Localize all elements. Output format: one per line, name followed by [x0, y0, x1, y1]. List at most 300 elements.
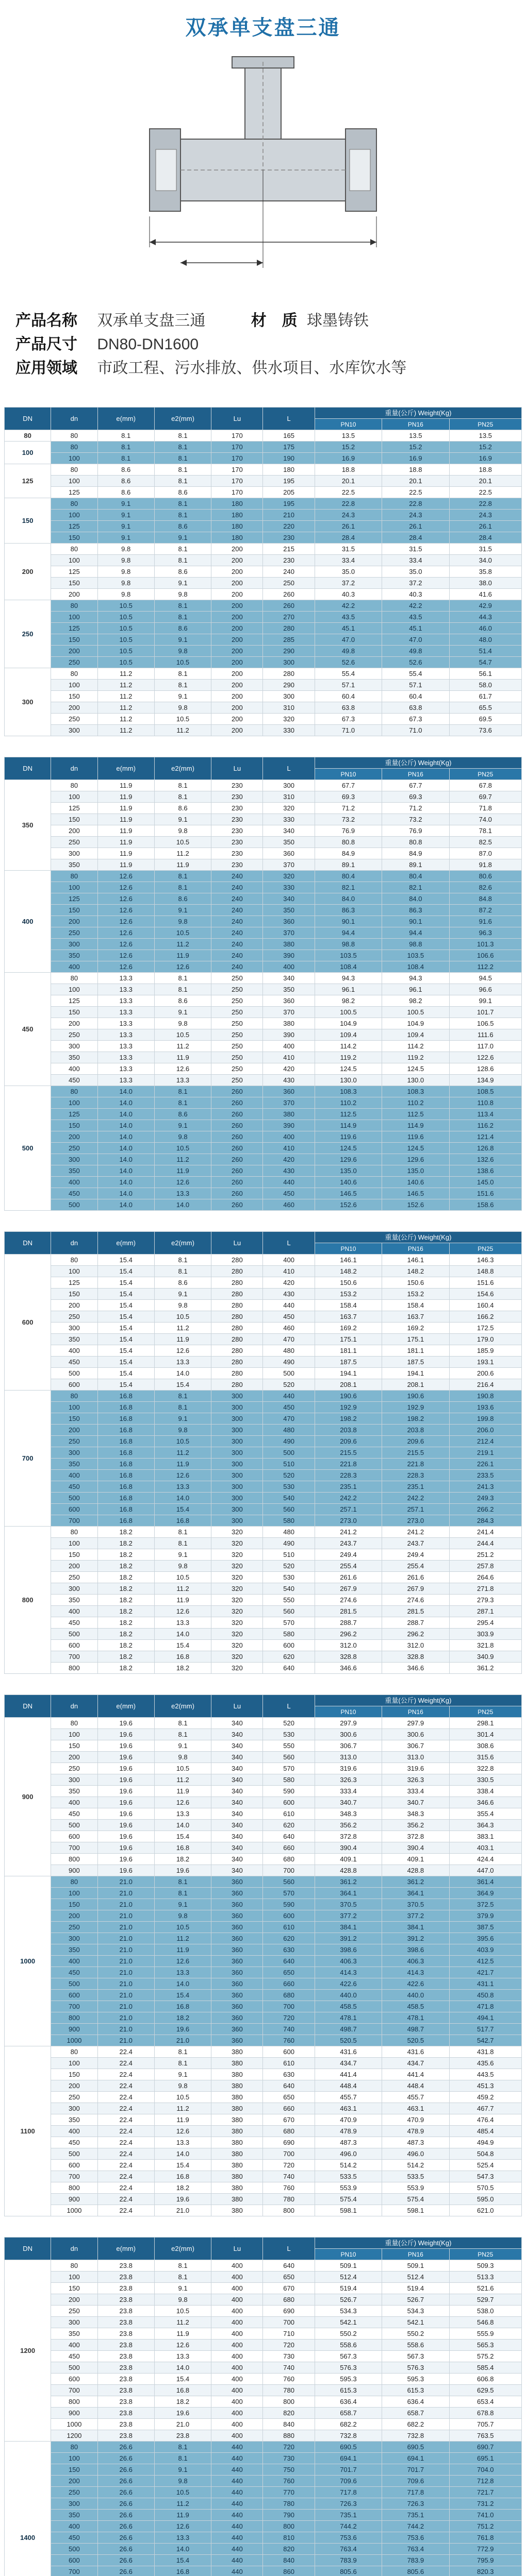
table-cell: 701.7: [315, 2464, 382, 2476]
table-row: [5, 1910, 522, 1922]
table-cell: 20.1: [449, 476, 521, 487]
table-cell: 19.6: [97, 1842, 154, 1854]
table-cell: 431.8: [449, 2046, 521, 2058]
table-cell: 12.6: [97, 939, 154, 950]
table-cell: 380: [263, 1109, 315, 1120]
table-row: [5, 2205, 522, 2216]
table-row: [5, 589, 522, 600]
table-cell: 80: [51, 668, 97, 680]
table-cell: 730: [263, 2351, 315, 2362]
table-cell: 260: [211, 1120, 263, 1131]
table-cell: 12.6: [154, 1956, 211, 1967]
table-row: [5, 961, 522, 973]
table-cell: 360: [211, 2024, 263, 2035]
table-cell: 300: [51, 1041, 97, 1052]
table-cell: 12.6: [97, 905, 154, 916]
table-cell: 300: [211, 1470, 263, 1481]
table-cell: 658.7: [315, 2408, 382, 2419]
table-cell: 16.8: [154, 1515, 211, 1527]
table-cell: 313.0: [315, 1752, 382, 1763]
table-cell: 110.2: [315, 1097, 382, 1109]
table-cell: 300: [51, 1774, 97, 1786]
table-cell: 8.1: [154, 1255, 211, 1266]
table-cell: 8.1: [154, 780, 211, 791]
table-cell: 260: [211, 1143, 263, 1154]
table-cell: 364.3: [449, 1820, 521, 1831]
table-cell: 8.1: [97, 430, 154, 442]
table-cell: 58.0: [449, 680, 521, 691]
table-cell: 420: [263, 1277, 315, 1289]
table-cell: 11.9: [154, 859, 211, 871]
table-cell: 770: [263, 2487, 315, 2498]
table-cell: 395.6: [449, 1933, 521, 1944]
table-cell: 260: [211, 1086, 263, 1097]
table-cell: 240: [211, 950, 263, 961]
table-row: [5, 2114, 522, 2126]
table-cell: 480: [263, 1425, 315, 1436]
table-cell: 84.0: [382, 893, 449, 905]
table-cell: 720: [263, 2012, 315, 2024]
table-cell: 320: [211, 1617, 263, 1629]
table-cell: 540: [263, 1493, 315, 1504]
table-cell: 19.6: [97, 1763, 154, 1774]
table-cell: 421.7: [449, 1967, 521, 1978]
table-cell: 400: [51, 961, 97, 973]
table-cell: 440: [211, 2464, 263, 2476]
table-cell: 185.9: [449, 1345, 521, 1357]
table-cell: 380: [211, 2046, 263, 2058]
spec-table-block: [4, 1694, 522, 2216]
table-cell: 800: [51, 1663, 97, 1674]
table-cell: 270: [263, 612, 315, 623]
table-cell: 192.9: [315, 1402, 382, 1413]
table-cell: 360: [263, 995, 315, 1007]
table-cell: 315.6: [449, 1752, 521, 1763]
table-cell: 199.8: [449, 1413, 521, 1425]
cell-dn: 125: [5, 464, 51, 498]
table-cell: 300: [211, 1425, 263, 1436]
table-cell: 100: [51, 1097, 97, 1109]
table-cell: 431.6: [382, 2046, 449, 2058]
table-cell: 735.1: [315, 2510, 382, 2521]
table-cell: 26.6: [97, 2476, 154, 2487]
table-cell: 108.5: [449, 1086, 521, 1097]
table-cell: 8.1: [154, 668, 211, 680]
table-row: [5, 2171, 522, 2182]
table-cell: 800: [51, 2182, 97, 2194]
table-cell: 216.4: [449, 1379, 521, 1391]
table-cell: 761.8: [449, 2532, 521, 2544]
table-cell: 340: [211, 1718, 263, 1729]
table-cell: 414.3: [315, 1967, 382, 1978]
table-cell: 695.1: [449, 2453, 521, 2464]
table-cell: 600: [51, 2160, 97, 2171]
table-cell: 710: [263, 2328, 315, 2340]
table-cell: 80: [51, 871, 97, 882]
spec-row-field: [15, 357, 511, 380]
table-cell: 9.1: [97, 510, 154, 521]
table-row: [5, 612, 522, 623]
table-row: [5, 1606, 522, 1617]
table-cell: 129.6: [382, 1154, 449, 1165]
table-cell: 400: [211, 2374, 263, 2385]
table-cell: 470.9: [315, 2114, 382, 2126]
table-cell: 600: [51, 1990, 97, 2001]
table-cell: 480: [263, 1527, 315, 1538]
header-pn25: PN25: [449, 419, 521, 430]
table-cell: 360: [211, 2012, 263, 2024]
table-cell: 150: [51, 1289, 97, 1300]
table-cell: 640: [263, 1956, 315, 1967]
table-row: [5, 634, 522, 646]
table-cell: 450.8: [449, 1990, 521, 2001]
table-cell: 640: [263, 2080, 315, 2092]
table-cell: 69.7: [449, 791, 521, 803]
table-row: [5, 2385, 522, 2396]
table-cell: 150: [51, 1007, 97, 1018]
table-cell: 23.8: [97, 2385, 154, 2396]
table-cell: 9.8: [154, 1018, 211, 1029]
table-cell: 370: [263, 1097, 315, 1109]
table-cell: 303.9: [449, 1629, 521, 1640]
table-cell: 140.6: [382, 1177, 449, 1188]
table-cell: 152.6: [382, 1199, 449, 1211]
table-cell: 26.1: [315, 521, 382, 532]
table-cell: 12.6: [154, 2126, 211, 2137]
table-row: [5, 2498, 522, 2510]
table-cell: 67.7: [315, 780, 382, 791]
table-cell: 148.2: [315, 1266, 382, 1277]
table-row: [5, 1131, 522, 1143]
table-cell: 14.0: [154, 2148, 211, 2160]
table-cell: 320: [211, 1663, 263, 1674]
table-cell: 230: [211, 803, 263, 814]
table-cell: 16.8: [154, 2001, 211, 2012]
table-cell: 15.4: [97, 1379, 154, 1391]
table-row: [5, 1154, 522, 1165]
table-cell: 200: [51, 1561, 97, 1572]
table-cell: 8.6: [154, 1277, 211, 1289]
table-row: [5, 2126, 522, 2137]
table-cell: 621.0: [449, 2205, 521, 2216]
table-cell: 8.6: [154, 566, 211, 578]
table-row: [5, 453, 522, 464]
spec-table: [4, 2237, 522, 2576]
cell-dn: 450: [5, 973, 51, 1086]
table-cell: 680: [263, 1854, 315, 1865]
table-cell: 230: [263, 532, 315, 544]
table-cell: 15.4: [97, 1357, 154, 1368]
table-cell: 235.1: [315, 1481, 382, 1493]
table-cell: 250: [211, 1041, 263, 1052]
table-cell: 431.1: [449, 1978, 521, 1990]
table-cell: 169.2: [382, 1323, 449, 1334]
table-cell: 250: [51, 1763, 97, 1774]
table-cell: 146.1: [382, 1255, 449, 1266]
table-cell: 534.3: [315, 2306, 382, 2317]
table-cell: 658.7: [382, 2408, 449, 2419]
table-cell: 517.7: [449, 2024, 521, 2035]
table-cell: 31.5: [449, 544, 521, 555]
table-cell: 261.6: [382, 1572, 449, 1583]
table-cell: 780: [263, 2194, 315, 2205]
table-cell: 387.5: [449, 1922, 521, 1933]
cell-dn: 1200: [5, 2260, 51, 2442]
table-cell: 73.6: [449, 725, 521, 736]
table-cell: 514.2: [315, 2160, 382, 2171]
table-cell: 80: [51, 780, 97, 791]
table-cell: 200: [211, 668, 263, 680]
table-cell: 200: [211, 589, 263, 600]
table-row: [5, 521, 522, 532]
header-dn: DN: [5, 757, 51, 780]
table-cell: 320: [211, 1527, 263, 1538]
table-row: [5, 1854, 522, 1865]
table-row: [5, 1345, 522, 1357]
table-cell: 13.3: [97, 984, 154, 995]
table-cell: 26.6: [97, 2498, 154, 2510]
table-cell: 280: [211, 1323, 263, 1334]
table-cell: 65.5: [449, 702, 521, 714]
table-cell: 780: [263, 2385, 315, 2396]
table-cell: 200: [51, 825, 97, 837]
table-cell: 80: [51, 600, 97, 612]
table-cell: 620: [263, 1933, 315, 1944]
header-dn: DN: [5, 2238, 51, 2260]
table-cell: 96.3: [449, 927, 521, 939]
table-row: [5, 1120, 522, 1131]
table-cell: 23.8: [97, 2294, 154, 2306]
table-cell: 69.3: [315, 791, 382, 803]
table-row: [5, 1447, 522, 1459]
table-cell: 9.8: [154, 646, 211, 657]
table-row: [5, 950, 522, 961]
table-cell: 470: [263, 1413, 315, 1425]
table-cell: 8.1: [154, 2058, 211, 2069]
table-cell: 500: [51, 1199, 97, 1211]
table-cell: 615.3: [315, 2385, 382, 2396]
table-cell: 101.3: [449, 939, 521, 950]
table-row: [5, 2555, 522, 2566]
table-cell: 22.5: [449, 487, 521, 498]
table-cell: 783.9: [315, 2555, 382, 2566]
table-row: [5, 1538, 522, 1549]
table-cell: 250: [51, 714, 97, 725]
table-cell: 447.0: [449, 1865, 521, 1876]
table-cell: 434.7: [315, 2058, 382, 2069]
table-cell: 340: [211, 1820, 263, 1831]
table-row: [5, 2012, 522, 2024]
table-cell: 10.5: [154, 1311, 211, 1323]
table-cell: 22.4: [97, 2058, 154, 2069]
table-cell: 112.5: [315, 1109, 382, 1120]
table-cell: 15.4: [154, 2374, 211, 2385]
table-cell: 580: [263, 1515, 315, 1527]
table-cell: 273.0: [315, 1515, 382, 1527]
table-cell: 712.8: [449, 2476, 521, 2487]
table-cell: 22.4: [97, 2103, 154, 2114]
table-cell: 71.8: [449, 803, 521, 814]
table-cell: 590: [263, 1786, 315, 1797]
cell-dn: 600: [5, 1255, 51, 1391]
table-cell: 406.3: [315, 1956, 382, 1967]
table-cell: 43.5: [315, 612, 382, 623]
table-cell: 10.5: [154, 1763, 211, 1774]
table-cell: 150: [51, 1120, 97, 1131]
table-cell: 700: [263, 2317, 315, 2328]
table-cell: 384.1: [382, 1922, 449, 1933]
table-cell: 8.6: [154, 995, 211, 1007]
table-row: [5, 1255, 522, 1266]
table-row: [5, 476, 522, 487]
table-cell: 440: [211, 2510, 263, 2521]
table-cell: 490: [263, 1436, 315, 1447]
table-cell: 346.6: [315, 1663, 382, 1674]
table-cell: 636.4: [382, 2396, 449, 2408]
table-cell: 10.5: [97, 600, 154, 612]
table-cell: 200: [211, 680, 263, 691]
table-cell: 19.6: [97, 1774, 154, 1786]
table-cell: 682.2: [315, 2419, 382, 2430]
table-cell: 320: [211, 1651, 263, 1663]
table-cell: 690: [263, 2137, 315, 2148]
table-cell: 410: [263, 1266, 315, 1277]
cell-dn: 1100: [5, 2046, 51, 2216]
table-cell: 490: [263, 1538, 315, 1549]
table-cell: 380: [263, 939, 315, 950]
table-cell: 111.6: [449, 1029, 521, 1041]
table-cell: 18.2: [97, 1549, 154, 1561]
table-cell: 780: [263, 2498, 315, 2510]
table-cell: 54.7: [449, 657, 521, 668]
table-cell: 519.4: [382, 2283, 449, 2294]
table-cell: 735.1: [382, 2510, 449, 2521]
table-cell: 56.1: [449, 668, 521, 680]
table-cell: 9.1: [154, 1899, 211, 1910]
table-cell: 300.6: [315, 1729, 382, 1740]
table-cell: 300: [51, 848, 97, 859]
table-cell: 440: [211, 2476, 263, 2487]
table-cell: 119.6: [382, 1131, 449, 1143]
table-cell: 380: [211, 2171, 263, 2182]
table-cell: 18.2: [97, 1629, 154, 1640]
table-gap: [0, 736, 526, 757]
table-cell: 23.8: [97, 2430, 154, 2442]
table-cell: 14.0: [154, 1629, 211, 1640]
table-cell: 150: [51, 634, 97, 646]
table-cell: 208.1: [315, 1379, 382, 1391]
table-cell: 233.5: [449, 1470, 521, 1481]
table-cell: 11.9: [154, 1595, 211, 1606]
table-cell: 9.8: [154, 589, 211, 600]
table-cell: 422.6: [315, 1978, 382, 1990]
table-cell: 400: [211, 2272, 263, 2283]
table-cell: 391.2: [315, 1933, 382, 1944]
table-cell: 509.3: [449, 2260, 521, 2272]
table-row: [5, 2103, 522, 2114]
table-cell: 364.1: [315, 1888, 382, 1899]
table-cell: 350: [51, 1944, 97, 1956]
table-row: [5, 1990, 522, 2001]
table-row: [5, 1357, 522, 1368]
table-row: [5, 2272, 522, 2283]
table-cell: 13.3: [97, 995, 154, 1007]
table-cell: 9.8: [154, 2476, 211, 2487]
table-cell: 8.1: [154, 464, 211, 476]
table-cell: 195: [263, 498, 315, 510]
table-row: [5, 442, 522, 453]
table-cell: 533.5: [382, 2171, 449, 2182]
header-weight: 重量(公斤) Weight(Kg): [315, 1695, 521, 1706]
table-cell: 320: [211, 1572, 263, 1583]
table-cell: 450: [51, 1075, 97, 1086]
table-cell: 124.5: [315, 1063, 382, 1075]
table-cell: 550.2: [382, 2328, 449, 2340]
table-row: [5, 2294, 522, 2306]
table-cell: 230: [211, 814, 263, 825]
table-cell: 16.8: [154, 2171, 211, 2182]
table-cell: 112.5: [382, 1109, 449, 1120]
table-cell: 720: [263, 2160, 315, 2171]
header-e2: e2(mm): [154, 1695, 211, 1718]
table-cell: 15.4: [97, 1345, 154, 1357]
table-cell: 370: [263, 859, 315, 871]
table-cell: 320: [211, 1629, 263, 1640]
table-row: [5, 893, 522, 905]
table-cell: 14.0: [97, 1086, 154, 1097]
header-pn25: PN25: [449, 1243, 521, 1255]
table-cell: 15.4: [154, 2160, 211, 2171]
table-cell: 22.4: [97, 2137, 154, 2148]
table-cell: 21.0: [97, 2012, 154, 2024]
table-header-row: [5, 408, 522, 419]
table-cell: 726.3: [315, 2498, 382, 2510]
table-cell: 730: [263, 2453, 315, 2464]
table-cell: 538.0: [449, 2306, 521, 2317]
table-cell: 380: [211, 2092, 263, 2103]
table-cell: 249.3: [449, 1493, 521, 1504]
table-cell: 296.2: [382, 1629, 449, 1640]
table-cell: 431.6: [315, 2046, 382, 2058]
table-cell: 150.6: [382, 1277, 449, 1289]
table-cell: 760: [263, 2374, 315, 2385]
table-cell: 175: [263, 442, 315, 453]
table-cell: 763.4: [315, 2544, 382, 2555]
table-cell: 350: [51, 2510, 97, 2521]
table-cell: 700: [51, 1515, 97, 1527]
table-cell: 21.0: [97, 2001, 154, 2012]
table-cell: 340: [211, 1854, 263, 1865]
table-row: [5, 668, 522, 680]
table-cell: 380: [211, 2069, 263, 2080]
table-cell: 41.6: [449, 589, 521, 600]
table-cell: 377.2: [315, 1910, 382, 1922]
table-cell: 640: [263, 1831, 315, 1842]
table-cell: 680: [263, 1990, 315, 2001]
table-cell: 103.5: [382, 950, 449, 961]
table-cell: 300: [51, 2498, 97, 2510]
table-cell: 69.3: [382, 791, 449, 803]
table-row: [5, 2058, 522, 2069]
table-cell: 450: [51, 1617, 97, 1629]
table-cell: 16.8: [97, 1402, 154, 1413]
table-cell: 16.9: [382, 453, 449, 464]
table-cell: 690.7: [449, 2442, 521, 2453]
table-cell: 22.4: [97, 2205, 154, 2216]
table-cell: 80: [51, 2442, 97, 2453]
table-cell: 114.2: [315, 1041, 382, 1052]
table-cell: 150: [51, 905, 97, 916]
